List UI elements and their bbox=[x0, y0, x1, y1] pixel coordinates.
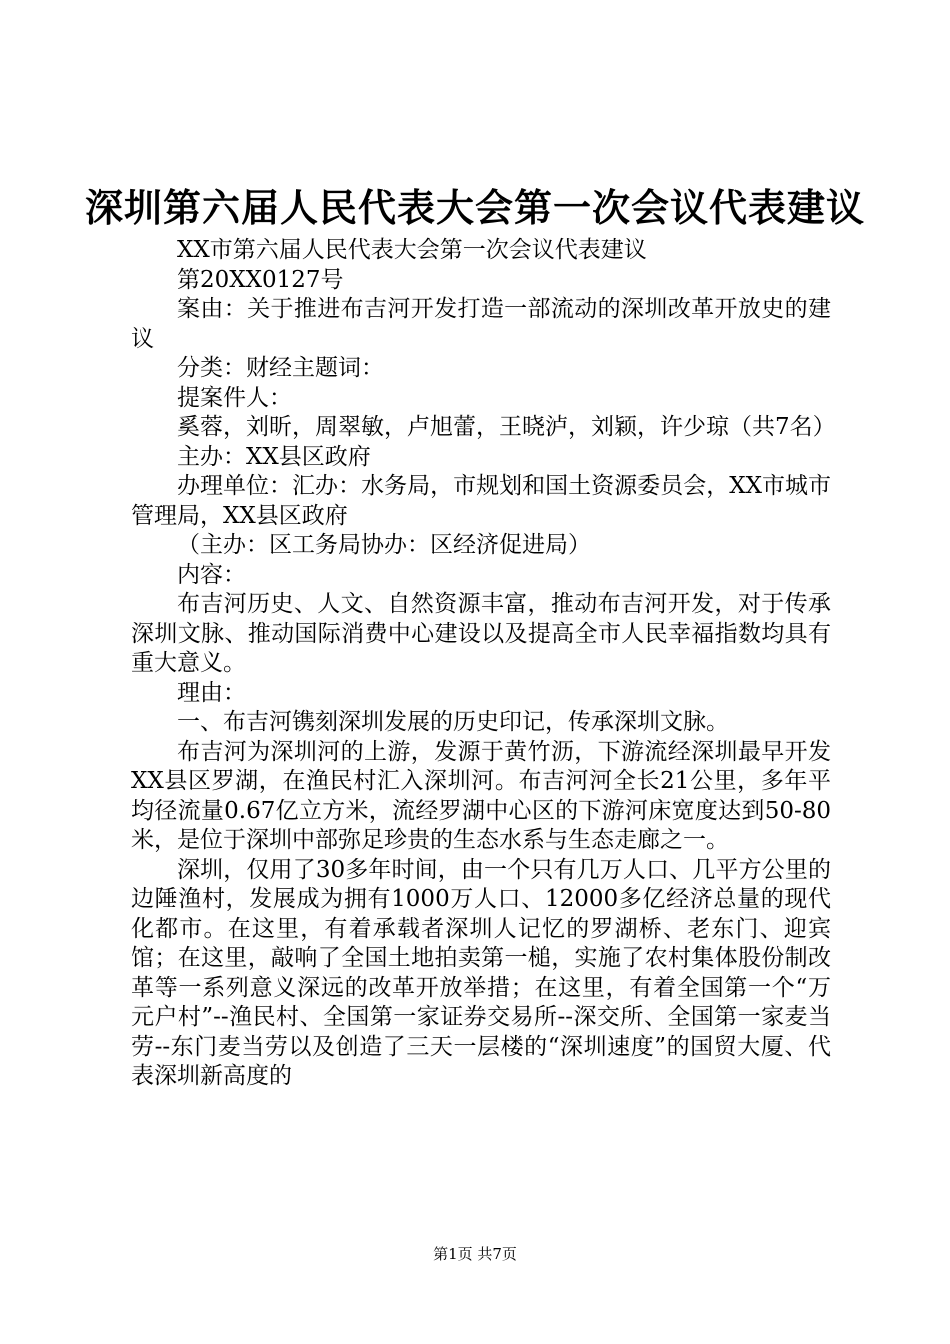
paragraph-proposers-label: 提案件人： bbox=[177, 384, 292, 411]
paragraph-buji-river: 布吉河为深圳河的上游，发源于黄竹沥，下游流经深圳最早开发XX县区罗湖，在渔民村汇入深圳河。布吉河河全长21公里，多年平均径流量0.67亿立方米，流经罗湖中心区的下游河床宽度达到50-80米，是位于深圳中部弥足珍贵的生态水系与生态走廊之一。 bbox=[131, 738, 831, 853]
paragraph-content: 布吉河历史、人文、自然资源丰富，推动布吉河开发，对于传承深圳文脉、推动国际消费中心建设以及提高全市人民幸福指数均具有重大意义。 bbox=[131, 591, 831, 676]
paragraph-category: 分类：财经主题词： bbox=[177, 355, 384, 381]
document-body bbox=[131, 236, 836, 1092]
document-title: 深圳第六届人民代表大会第一次会议代表建议 bbox=[84, 185, 865, 230]
page-footer: 第1页 共7页 bbox=[433, 1245, 517, 1263]
paragraph-host-assist: （主办：区工务局协办：区经济促进局） bbox=[177, 532, 591, 558]
paragraph-shenzhen: 深圳，仅用了30多年时间，由一个只有几万人口、几平方公里的边陲渔村，发展成为拥有1000万人口、12000多亿经济总量的现代化都市。在这里，有着承载者深圳人记忆的罗湖桥、老东门、迎宾馆；在这里，敲响了全国土地拍卖第一槌，实施了农村集体股份制改革等一系列意义深远的改革开放举措；在这里，有着全国第一个“万元户村”--渔民村、全国第一家证券交易所--深交所、全国第一家麦当劳--东门麦当劳以及创造了三天一层楼的“深圳速度”的国贸大厦、代表深圳新高度的 bbox=[131, 856, 831, 1089]
paragraph-header: XX市第六届人民代表大会第一次会议代表建议 bbox=[177, 237, 647, 263]
paragraph-proposers: 奚蓉，刘昕，周翠敏，卢旭蕾，王晓泸，刘颖，许少琼（共7名） bbox=[177, 414, 836, 440]
paragraph-number: 第20XX0127号 bbox=[177, 266, 344, 293]
paragraph-content-label: 内容： bbox=[177, 561, 246, 588]
paragraph-reason-label: 理由： bbox=[177, 679, 246, 706]
paragraph-host: 主办：XX县区政府 bbox=[177, 443, 371, 470]
paragraph-case: 案由：关于推进布吉河开发打造一部流动的深圳改革开放史的建议 bbox=[131, 296, 831, 352]
paragraph-reason-1: 一、布吉河镌刻深圳发展的历史印记，传承深圳文脉。 bbox=[177, 709, 729, 735]
paragraph-handling-units: 办理单位：汇办：水务局，市规划和国土资源委员会，XX市城市管理局，XX县区政府 bbox=[131, 473, 831, 529]
